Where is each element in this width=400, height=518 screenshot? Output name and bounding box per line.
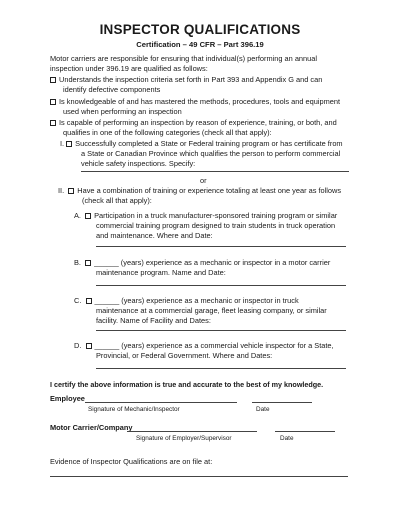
option-i-specify-line[interactable] bbox=[81, 171, 349, 172]
sub-option-b-answer-line[interactable] bbox=[96, 285, 346, 286]
option-i-line-1: Successfully completed a State or Federal training program or has certificate from bbox=[75, 139, 343, 148]
sub-option-c-answer-line[interactable] bbox=[96, 330, 346, 331]
sub-option-b bbox=[74, 258, 384, 278]
sub-option-b-letter: B. bbox=[74, 258, 81, 267]
option-ii-numeral: II. bbox=[58, 186, 65, 195]
criterion-3-line-2: qualifies in one of the following categories (check all that apply): bbox=[63, 128, 272, 137]
option-ii-line-2: (check all that apply): bbox=[82, 196, 152, 205]
criterion-3-checkbox[interactable] bbox=[50, 120, 56, 126]
criterion-3-line-1: Is capable of performing an inspection by reason of experience, training, or both, and bbox=[59, 118, 337, 127]
option-ii bbox=[58, 186, 383, 206]
certification-statement: I certify the above information is true and accurate to the best of my knowledge. bbox=[50, 380, 324, 389]
carrier-date-line[interactable] bbox=[275, 431, 335, 432]
sub-option-a-line-1: Participation in a truck manufacturer-sponsored training program or similar bbox=[94, 211, 338, 220]
intro-line-2: inspection under 396.19 are qualified as follows: bbox=[50, 64, 208, 73]
option-i bbox=[60, 139, 380, 169]
sub-option-d bbox=[74, 341, 384, 361]
sub-option-c-letter: C. bbox=[74, 296, 82, 305]
criterion-2 bbox=[50, 97, 380, 117]
sub-option-d-answer-line[interactable] bbox=[96, 368, 346, 369]
employee-label: Employee bbox=[50, 394, 85, 403]
sub-option-a-checkbox[interactable] bbox=[85, 213, 91, 219]
sub-option-a-answer-line[interactable] bbox=[96, 246, 346, 247]
criterion-2-checkbox[interactable] bbox=[50, 99, 56, 105]
criterion-1-line-1: Understands the inspection criteria set forth in Part 393 and Appendix G and can bbox=[59, 75, 323, 84]
criterion-1-line-2: identify defective components bbox=[63, 85, 161, 94]
criterion-2-line-2: used when performing an inspection bbox=[63, 107, 182, 116]
option-i-numeral: I. bbox=[60, 139, 65, 148]
sub-option-b-line-2: maintenance program. Name and Date: bbox=[96, 268, 226, 277]
option-i-line-2: a State or Canadian Province which qualifies the person to perform commercial bbox=[81, 149, 341, 158]
option-i-line-3: vehicle safety inspections. Specify: bbox=[81, 159, 196, 168]
sub-option-d-line-2: Provincial, or Federal Government. Where and Dates: bbox=[96, 351, 273, 360]
or-label: or bbox=[200, 176, 207, 185]
page-title: INSPECTOR QUALIFICATIONS bbox=[99, 22, 301, 37]
option-i-checkbox[interactable] bbox=[66, 141, 72, 147]
sub-option-a-letter: A. bbox=[74, 211, 81, 220]
page-subtitle: Certification – 49 CFR – Part 396.19 bbox=[136, 40, 264, 49]
criterion-1 bbox=[50, 75, 380, 95]
option-ii-checkbox[interactable] bbox=[68, 188, 74, 194]
sub-option-a bbox=[74, 211, 384, 241]
sub-option-c-checkbox[interactable] bbox=[86, 298, 92, 304]
employee-signature-caption: Signature of Mechanic/Inspector bbox=[88, 406, 180, 413]
sub-option-c-line-1: ______ (years) experience as a mechanic or inspector in truck bbox=[94, 296, 299, 305]
intro-line-1: Motor carriers are responsible for ensuring that individual(s) performing an annual bbox=[50, 54, 318, 63]
sub-option-c-line-2: maintenance at a commercial garage, fleet leasing company, or similar bbox=[96, 306, 327, 315]
employee-date-line[interactable] bbox=[252, 402, 312, 403]
carrier-date-caption: Date bbox=[280, 435, 294, 442]
sub-option-d-letter: D. bbox=[74, 341, 82, 350]
carrier-label: Motor Carrier/Company bbox=[50, 423, 133, 432]
sub-option-b-checkbox[interactable] bbox=[85, 260, 91, 266]
criterion-2-line-1: Is knowledgeable of and has mastered the methods, procedures, tools and equipment bbox=[59, 97, 341, 106]
sub-option-b-line-1: ______ (years) experience as a mechanic or inspector in a motor carrier bbox=[94, 258, 331, 267]
sub-option-c bbox=[74, 296, 384, 326]
criterion-3 bbox=[50, 118, 380, 138]
employee-signature-line[interactable] bbox=[85, 402, 237, 403]
employee-date-caption: Date bbox=[256, 406, 270, 413]
criterion-1-checkbox[interactable] bbox=[50, 77, 56, 83]
evidence-line[interactable] bbox=[50, 476, 348, 477]
option-ii-line-1: Have a combination of training or experience totaling at least one year as follows bbox=[77, 186, 342, 195]
sub-option-d-checkbox[interactable] bbox=[86, 343, 92, 349]
sub-option-d-line-1: ______ (years) experience as a commercial vehicle inspector for a State, bbox=[94, 341, 334, 350]
intro-text bbox=[50, 54, 370, 74]
evidence-text: Evidence of Inspector Qualifications are on file at: bbox=[50, 457, 213, 466]
carrier-signature-caption: Signature of Employer/Supervisor bbox=[136, 435, 232, 442]
sub-option-c-line-3: facility. Name of Facility and Dates: bbox=[96, 316, 211, 325]
sub-option-a-line-3: and maintenance. Where and Date: bbox=[96, 231, 213, 240]
sub-option-a-line-2: commercial training program designed to train students in truck operation bbox=[96, 221, 336, 230]
carrier-signature-line[interactable] bbox=[127, 431, 257, 432]
